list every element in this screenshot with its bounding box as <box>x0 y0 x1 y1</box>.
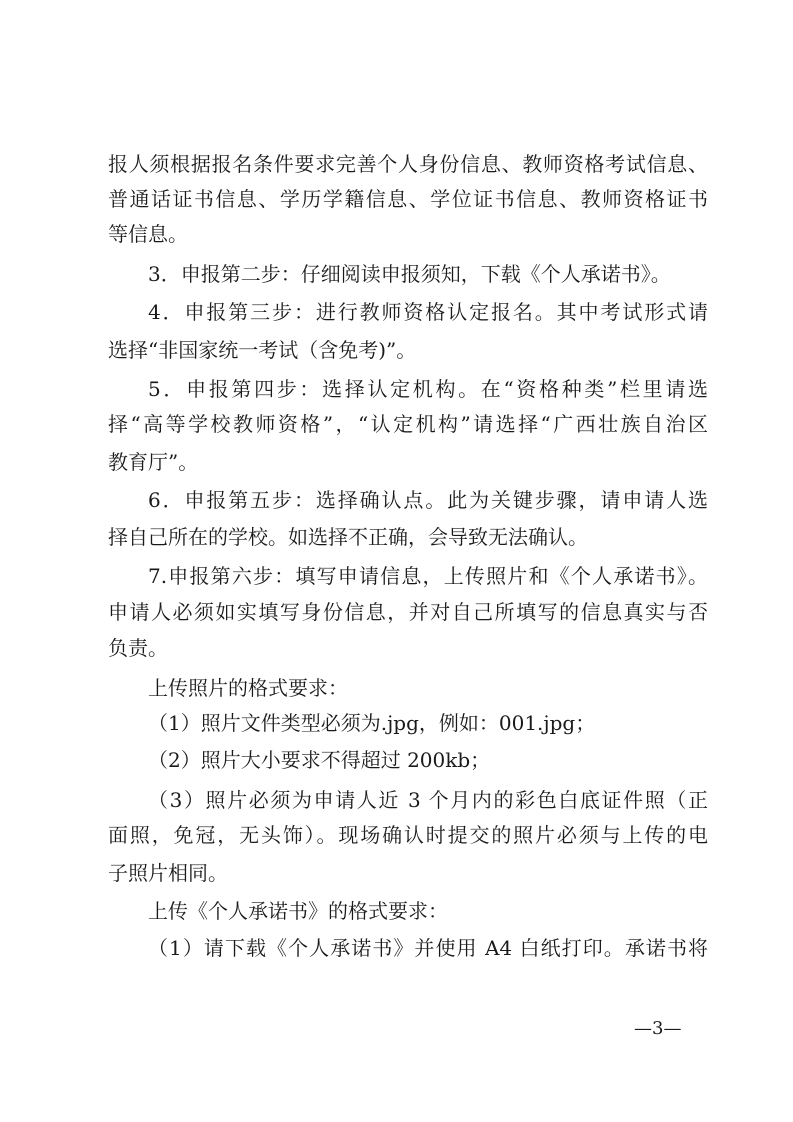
body-line-3: 等信息。 <box>108 222 188 246</box>
photo-requirements-heading: 上传照片的格式要求： <box>148 676 348 700</box>
step-4-line-2: 选择“非国家统一考试（含免考)”。 <box>108 338 417 362</box>
step-6-line-2: 择自己所在的学校。如选择不正确，会导致无法确认。 <box>108 525 588 549</box>
body-line-1: 报人须根据报名条件要求完善个人身份信息、教师资格考试信息、 <box>108 152 708 176</box>
step-5-line-1: 5．申报第四步：选择认定机构。在“资格种类”栏里请选 <box>148 377 708 401</box>
step-7-line-1: 7.申报第六步：填写申请信息，上传照片和《个人承诺书》。 <box>148 564 708 588</box>
photo-requirement-3-line-3: 子照片相同。 <box>108 861 228 885</box>
step-5-line-2: 择“高等学校教师资格”，“认定机构”请选择“广西壮族自治区 <box>108 412 708 436</box>
commitment-requirements-heading: 上传《个人承诺书》的格式要求： <box>148 899 448 923</box>
body-line-2: 普通话证书信息、学历学籍信息、学位证书信息、教师资格证书 <box>108 187 708 211</box>
step-7-line-3: 负责。 <box>108 636 168 660</box>
step-3-line: 3．申报第二步：仔细阅读申报须知，下载《个人承诺书》。 <box>148 262 671 286</box>
step-4-line-1: 4．申报第三步：进行教师资格认定报名。其中考试形式请 <box>148 300 708 324</box>
commitment-requirement-1-line-1: （1）请下载《个人承诺书》并使用 A4 白纸打印。承诺书将 <box>148 936 708 960</box>
step-6-line-1: 6．申报第五步：选择确认点。此为关键步骤，请申请人选 <box>148 488 708 512</box>
photo-requirement-3-line-1: （3）照片必须为申请人近 3 个月内的彩色白底证件照（正 <box>148 788 708 812</box>
page-number: —3— <box>634 1018 682 1039</box>
step-5-line-3: 教育厅”。 <box>108 450 199 474</box>
photo-requirement-1: （1）照片文件类型必须为.jpg，例如：001.jpg； <box>148 711 596 735</box>
step-7-line-2: 申请人必须如实填写身份信息，并对自己所填写的信息真实与否 <box>108 600 708 624</box>
photo-requirement-2: （2）照片大小要求不得超过 200kb； <box>148 748 491 772</box>
photo-requirement-3-line-2: 面照，免冠，无头饰）。现场确认时提交的照片必须与上传的电 <box>108 823 708 847</box>
